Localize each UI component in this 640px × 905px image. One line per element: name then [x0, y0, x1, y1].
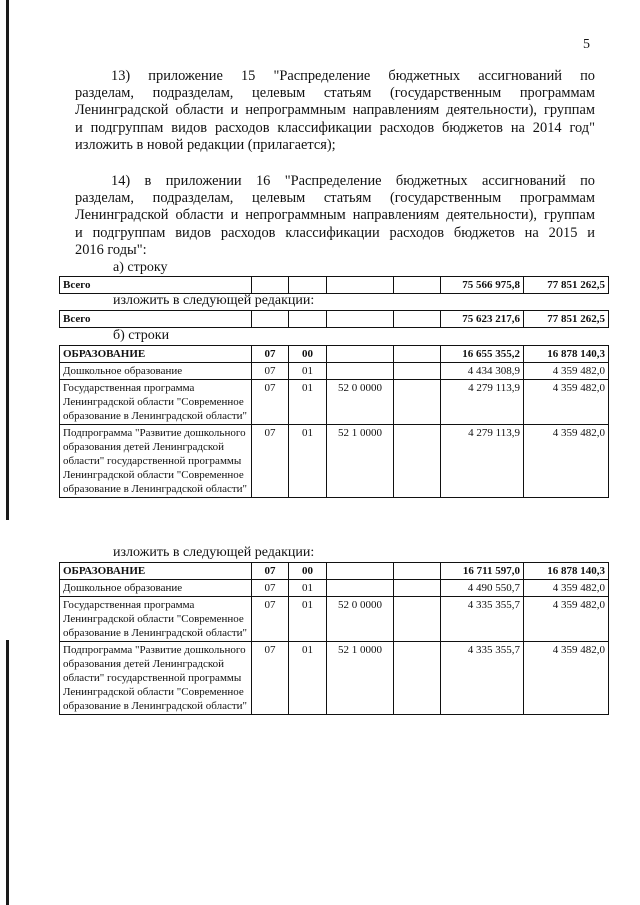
razdel-code: 07 — [252, 563, 289, 580]
scan-edge-mark — [6, 0, 9, 520]
value-2015: 4 279 113,9 — [441, 425, 524, 498]
expense-type — [394, 580, 441, 597]
podrazdel-code: 00 — [289, 346, 327, 363]
value-2016: 4 359 482,0 — [524, 425, 609, 498]
paragraph-line: Ленинградской области и непрограммным направлениям деятельности), группам — [75, 207, 595, 224]
paragraph-line: Ленинградской области и непрограммным направлениям деятельности), группам — [75, 102, 595, 119]
paragraph-line: изложить в новой редакции (прилагается); — [75, 136, 336, 153]
row-name: Подпрограмма "Развитие дошкольного образования детей Ленинградской области" государственной программы Ленинградской области "Современное образование в Ленинградской области" — [60, 425, 252, 498]
cell-empty — [252, 311, 289, 328]
podrazdel-code: 01 — [289, 380, 327, 425]
value-2016: 4 359 482,0 — [524, 597, 609, 642]
paragraph-line: 14) в приложении 16 "Распределение бюджетных ассигнований по — [111, 173, 595, 189]
paragraph-item-13 — [75, 68, 595, 154]
row-name: Всего — [60, 277, 252, 294]
paragraph-item-14 — [75, 173, 595, 259]
podrazdel-code: 01 — [289, 363, 327, 380]
table-row — [60, 346, 609, 363]
cell-empty — [289, 311, 327, 328]
razdel-code: 07 — [252, 425, 289, 498]
razdel-code: 07 — [252, 642, 289, 715]
value-2016: 77 851 262,5 — [524, 311, 609, 328]
target-code — [327, 580, 394, 597]
value-2016: 4 359 482,0 — [524, 380, 609, 425]
label-replace-2: изложить в следующей редакции: — [113, 545, 315, 560]
table-row — [60, 425, 609, 498]
value-2016: 4 359 482,0 — [524, 580, 609, 597]
podrazdel-code: 01 — [289, 425, 327, 498]
row-name: Дошкольное образование — [60, 580, 252, 597]
expense-type — [394, 363, 441, 380]
cell-empty — [394, 311, 441, 328]
table-row — [60, 563, 609, 580]
podrazdel-code: 01 — [289, 597, 327, 642]
table-row — [60, 277, 609, 294]
row-name: Государственная программа Ленинградской области "Современное образование в Ленинградской области" — [60, 380, 252, 425]
table-row — [60, 380, 609, 425]
expense-type — [394, 597, 441, 642]
razdel-code: 07 — [252, 380, 289, 425]
value-2015: 16 711 597,0 — [441, 563, 524, 580]
value-2016: 4 359 482,0 — [524, 363, 609, 380]
podrazdel-code: 01 — [289, 580, 327, 597]
cell-empty — [252, 277, 289, 294]
value-2015: 75 566 975,8 — [441, 277, 524, 294]
table-row — [60, 311, 609, 328]
label-row-b: б) строки — [113, 328, 170, 343]
target-code: 52 0 0000 — [327, 597, 394, 642]
value-2015: 4 490 550,7 — [441, 580, 524, 597]
value-2016: 77 851 262,5 — [524, 277, 609, 294]
table-row — [60, 597, 609, 642]
education-table-new — [59, 562, 609, 715]
razdel-code: 07 — [252, 580, 289, 597]
cell-empty — [327, 277, 394, 294]
table-row — [60, 642, 609, 715]
paragraph-line: и подгруппам видов расходов классификации расходов бюджетов на 2015 и — [75, 224, 595, 241]
total-table-new — [59, 310, 609, 328]
cell-empty — [394, 277, 441, 294]
value-2015: 4 279 113,9 — [441, 380, 524, 425]
target-code: 52 0 0000 — [327, 380, 394, 425]
paragraph-line: и подгруппам видов расходов классификации расходов бюджетов на 2014 год" — [75, 119, 595, 136]
value-2015: 16 655 355,2 — [441, 346, 524, 363]
expense-type — [394, 346, 441, 363]
label-row-a: а) строку — [113, 260, 168, 275]
value-2015: 75 623 217,6 — [441, 311, 524, 328]
page-number: 5 — [583, 37, 590, 52]
value-2016: 16 878 140,3 — [524, 563, 609, 580]
row-name: Дошкольное образование — [60, 363, 252, 380]
expense-type — [394, 425, 441, 498]
row-name: Государственная программа Ленинградской области "Современное образование в Ленинградской области" — [60, 597, 252, 642]
total-table-old — [59, 276, 609, 294]
paragraph-line: 2016 годы": — [75, 241, 147, 258]
expense-type — [394, 563, 441, 580]
label-replace-1: изложить в следующей редакции: — [113, 293, 315, 308]
value-2015: 4 335 355,7 — [441, 642, 524, 715]
razdel-code: 07 — [252, 597, 289, 642]
table-row — [60, 580, 609, 597]
value-2016: 4 359 482,0 — [524, 642, 609, 715]
paragraph-line: разделам, подразделам, целевым статьям (государственным программам — [75, 85, 595, 102]
row-name: ОБРАЗОВАНИЕ — [60, 346, 252, 363]
target-code: 52 1 0000 — [327, 642, 394, 715]
value-2016: 16 878 140,3 — [524, 346, 609, 363]
target-code: 52 1 0000 — [327, 425, 394, 498]
row-name: ОБРАЗОВАНИЕ — [60, 563, 252, 580]
razdel-code: 07 — [252, 346, 289, 363]
row-name: Всего — [60, 311, 252, 328]
podrazdel-code: 00 — [289, 563, 327, 580]
expense-type — [394, 642, 441, 715]
table-row — [60, 363, 609, 380]
education-table-old — [59, 345, 609, 498]
podrazdel-code: 01 — [289, 642, 327, 715]
target-code — [327, 563, 394, 580]
expense-type — [394, 380, 441, 425]
target-code — [327, 363, 394, 380]
scan-edge-mark — [6, 640, 9, 905]
cell-empty — [289, 277, 327, 294]
paragraph-line: 13) приложение 15 "Распределение бюджетных ассигнований по — [111, 68, 595, 84]
target-code — [327, 346, 394, 363]
row-name: Подпрограмма "Развитие дошкольного образования детей Ленинградской области" государственной программы Ленинградской области "Современное образование в Ленинградской области" — [60, 642, 252, 715]
value-2015: 4 434 308,9 — [441, 363, 524, 380]
razdel-code: 07 — [252, 363, 289, 380]
cell-empty — [327, 311, 394, 328]
paragraph-line: разделам, подразделам, целевым статьям (государственным программам — [75, 190, 595, 207]
value-2015: 4 335 355,7 — [441, 597, 524, 642]
